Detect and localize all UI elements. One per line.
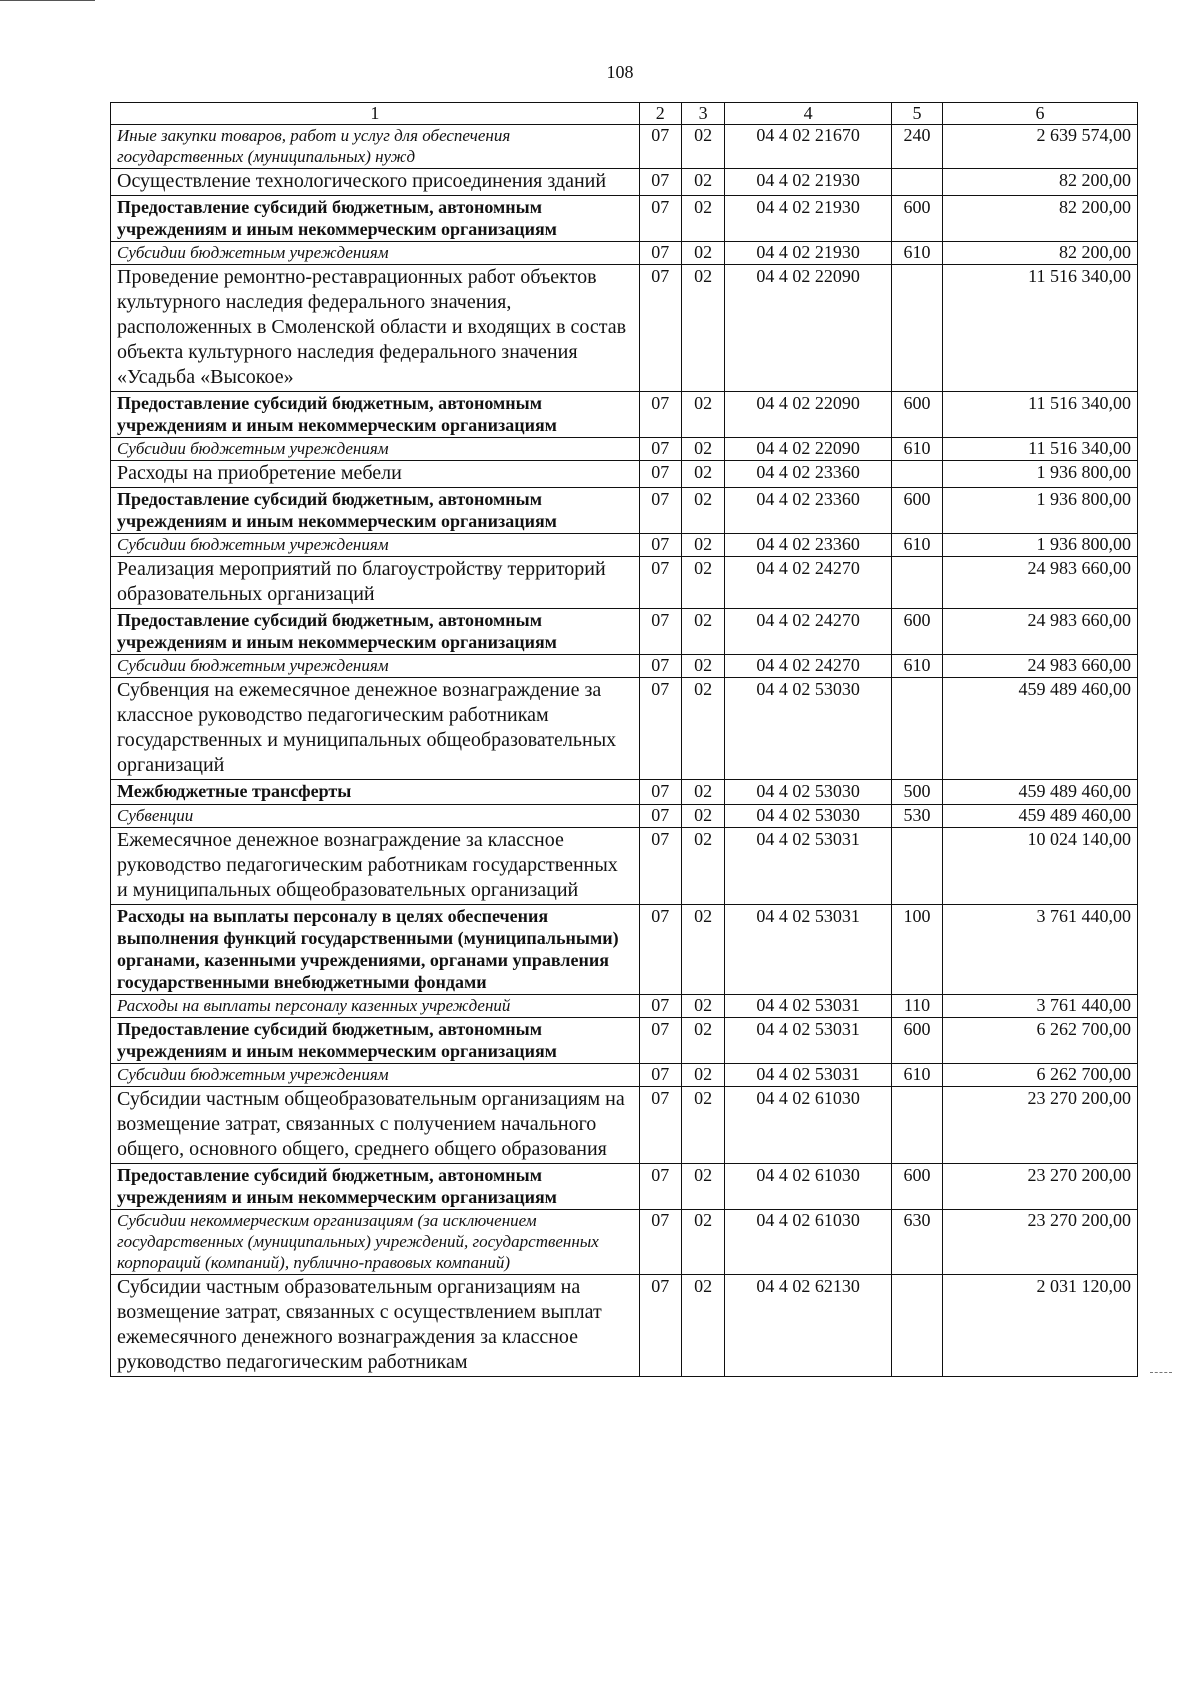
row-target-code: 04 4 02 61030	[725, 1210, 892, 1275]
row-target-code: 04 4 02 53030	[725, 805, 892, 828]
row-section: 07	[639, 438, 681, 461]
row-expense-type: 610	[892, 438, 943, 461]
row-amount: 82 200,00	[942, 242, 1137, 265]
scan-margin-mark	[1150, 1372, 1172, 1373]
scan-edge-mark	[0, 0, 95, 1]
row-amount: 6 262 700,00	[942, 1018, 1137, 1064]
row-amount: 459 489 460,00	[942, 678, 1137, 780]
row-subsection: 02	[681, 1275, 724, 1377]
row-amount: 82 200,00	[942, 196, 1137, 242]
row-subsection: 02	[681, 995, 724, 1018]
page-number: 108	[606, 62, 634, 82]
row-target-code: 04 4 02 24270	[725, 557, 892, 609]
row-name: Осуществление технологического присоединения зданий	[111, 169, 640, 196]
table-row	[111, 488, 1138, 534]
row-section: 07	[639, 805, 681, 828]
row-section: 07	[639, 196, 681, 242]
row-amount: 3 761 440,00	[942, 995, 1137, 1018]
row-expense-type: 610	[892, 1064, 943, 1087]
table-row	[111, 1164, 1138, 1210]
header-col-4: 4	[725, 103, 892, 125]
row-subsection: 02	[681, 780, 724, 805]
table-row	[111, 557, 1138, 609]
row-target-code: 04 4 02 21930	[725, 196, 892, 242]
row-amount: 1 936 800,00	[942, 488, 1137, 534]
row-expense-type: 600	[892, 609, 943, 655]
row-amount: 3 761 440,00	[942, 905, 1137, 995]
row-target-code: 04 4 02 53031	[725, 1064, 892, 1087]
row-section: 07	[639, 905, 681, 995]
row-section: 07	[639, 678, 681, 780]
row-amount: 459 489 460,00	[942, 780, 1137, 805]
row-name: Реализация мероприятий по благоустройству территорий образовательных организаций	[111, 557, 640, 609]
row-expense-type	[892, 557, 943, 609]
row-section: 07	[639, 265, 681, 392]
row-subsection: 02	[681, 1210, 724, 1275]
row-section: 07	[639, 609, 681, 655]
row-name: Иные закупки товаров, работ и услуг для обеспечения государственных (муниципальных) нужд	[111, 125, 640, 169]
row-target-code: 04 4 02 62130	[725, 1275, 892, 1377]
row-amount: 1 936 800,00	[942, 534, 1137, 557]
row-expense-type: 600	[892, 1164, 943, 1210]
row-name: Субсидии бюджетным учреждениям	[111, 242, 640, 265]
row-amount: 23 270 200,00	[942, 1210, 1137, 1275]
row-section: 07	[639, 125, 681, 169]
row-target-code: 04 4 02 61030	[725, 1087, 892, 1164]
row-subsection: 02	[681, 169, 724, 196]
row-target-code: 04 4 02 22090	[725, 438, 892, 461]
row-name: Субсидии бюджетным учреждениям	[111, 438, 640, 461]
table-row	[111, 609, 1138, 655]
row-target-code: 04 4 02 23360	[725, 488, 892, 534]
row-subsection: 02	[681, 1018, 724, 1064]
table-header-row	[111, 103, 1138, 125]
row-target-code: 04 4 02 24270	[725, 655, 892, 678]
row-subsection: 02	[681, 678, 724, 780]
row-target-code: 04 4 02 53031	[725, 905, 892, 995]
row-expense-type	[892, 1087, 943, 1164]
row-section: 07	[639, 1064, 681, 1087]
row-expense-type	[892, 828, 943, 905]
table-row	[111, 196, 1138, 242]
row-target-code: 04 4 02 53031	[725, 828, 892, 905]
row-subsection: 02	[681, 609, 724, 655]
row-subsection: 02	[681, 461, 724, 488]
row-section: 07	[639, 1164, 681, 1210]
header-col-5: 5	[892, 103, 943, 125]
row-target-code: 04 4 02 53030	[725, 678, 892, 780]
row-subsection: 02	[681, 905, 724, 995]
table-row	[111, 995, 1138, 1018]
row-target-code: 04 4 02 53030	[725, 780, 892, 805]
row-name: Предоставление субсидий бюджетным, автономным учреждениям и иным некоммерческим организациям	[111, 392, 640, 438]
row-expense-type: 600	[892, 488, 943, 534]
row-subsection: 02	[681, 557, 724, 609]
row-name: Расходы на выплаты персоналу казенных учреждений	[111, 995, 640, 1018]
row-amount: 11 516 340,00	[942, 392, 1137, 438]
row-target-code: 04 4 02 21670	[725, 125, 892, 169]
row-name: Субсидии некоммерческим организациям (за исключением государственных (муниципальных) учреждений, государственных корпораций (компаний), публично-правовых компаний)	[111, 1210, 640, 1275]
row-subsection: 02	[681, 438, 724, 461]
table-row	[111, 438, 1138, 461]
row-expense-type	[892, 169, 943, 196]
row-amount: 1 936 800,00	[942, 461, 1137, 488]
header-col-6: 6	[942, 103, 1137, 125]
table-row	[111, 392, 1138, 438]
row-expense-type	[892, 461, 943, 488]
row-amount: 24 983 660,00	[942, 557, 1137, 609]
row-name: Расходы на выплаты персоналу в целях обеспечения выполнения функций государственными (муниципальными) органами, казенными учреждениями, органами управления государственными внебюджетными фондами	[111, 905, 640, 995]
row-name: Предоставление субсидий бюджетным, автономным учреждениям и иным некоммерческим организациям	[111, 1164, 640, 1210]
row-expense-type: 100	[892, 905, 943, 995]
row-expense-type: 600	[892, 196, 943, 242]
table-row	[111, 125, 1138, 169]
row-target-code: 04 4 02 23360	[725, 461, 892, 488]
row-target-code: 04 4 02 22090	[725, 392, 892, 438]
row-expense-type: 500	[892, 780, 943, 805]
row-target-code: 04 4 02 53031	[725, 995, 892, 1018]
row-name: Расходы на приобретение мебели	[111, 461, 640, 488]
row-amount: 10 024 140,00	[942, 828, 1137, 905]
row-subsection: 02	[681, 1087, 724, 1164]
row-name: Субсидии частным образовательным организациям на возмещение затрат, связанных с осуществлением выплат ежемесячного денежного вознаграждения за классное руководство педагогическим работникам	[111, 1275, 640, 1377]
table-row	[111, 169, 1138, 196]
row-target-code: 04 4 02 22090	[725, 265, 892, 392]
row-subsection: 02	[681, 242, 724, 265]
row-section: 07	[639, 1018, 681, 1064]
table-row	[111, 780, 1138, 805]
table-row	[111, 828, 1138, 905]
row-subsection: 02	[681, 488, 724, 534]
row-amount: 23 270 200,00	[942, 1087, 1137, 1164]
table-row	[111, 1087, 1138, 1164]
row-section: 07	[639, 828, 681, 905]
row-subsection: 02	[681, 392, 724, 438]
row-subsection: 02	[681, 655, 724, 678]
row-expense-type: 610	[892, 242, 943, 265]
header-col-3: 3	[681, 103, 724, 125]
row-name: Проведение ремонтно-реставрационных работ объектов культурного наследия федерального значения, расположенных в Смоленской области и входящих в состав объекта культурного наследия федерального значения «Усадьба «Высокое»	[111, 265, 640, 392]
row-name: Предоставление субсидий бюджетным, автономным учреждениям и иным некоммерческим организациям	[111, 1018, 640, 1064]
row-name: Предоставление субсидий бюджетным, автономным учреждениям и иным некоммерческим организациям	[111, 609, 640, 655]
row-expense-type: 610	[892, 534, 943, 557]
row-name: Субсидии бюджетным учреждениям	[111, 1064, 640, 1087]
row-target-code: 04 4 02 23360	[725, 534, 892, 557]
row-name: Предоставление субсидий бюджетным, автономным учреждениям и иным некоммерческим организациям	[111, 488, 640, 534]
row-subsection: 02	[681, 828, 724, 905]
row-expense-type	[892, 265, 943, 392]
table-row	[111, 905, 1138, 995]
row-subsection: 02	[681, 805, 724, 828]
row-name: Субсидии бюджетным учреждениям	[111, 534, 640, 557]
row-section: 07	[639, 1087, 681, 1164]
table-body	[111, 125, 1138, 1377]
row-expense-type: 610	[892, 655, 943, 678]
row-section: 07	[639, 242, 681, 265]
header-col-2: 2	[639, 103, 681, 125]
table-row	[111, 534, 1138, 557]
row-name: Предоставление субсидий бюджетным, автономным учреждениям и иным некоммерческим организациям	[111, 196, 640, 242]
row-expense-type: 600	[892, 1018, 943, 1064]
row-expense-type	[892, 678, 943, 780]
row-section: 07	[639, 488, 681, 534]
row-section: 07	[639, 995, 681, 1018]
table-row	[111, 655, 1138, 678]
table-row	[111, 1064, 1138, 1087]
row-amount: 23 270 200,00	[942, 1164, 1137, 1210]
table-row	[111, 805, 1138, 828]
table-row	[111, 242, 1138, 265]
row-expense-type: 240	[892, 125, 943, 169]
row-amount: 11 516 340,00	[942, 265, 1137, 392]
budget-table	[110, 102, 1138, 1377]
row-target-code: 04 4 02 24270	[725, 609, 892, 655]
row-section: 07	[639, 169, 681, 196]
table-row	[111, 678, 1138, 780]
row-subsection: 02	[681, 125, 724, 169]
table-row	[111, 461, 1138, 488]
row-amount: 11 516 340,00	[942, 438, 1137, 461]
row-subsection: 02	[681, 1064, 724, 1087]
header-col-1: 1	[111, 103, 640, 125]
row-name: Субвенции	[111, 805, 640, 828]
row-name: Ежемесячное денежное вознаграждение за классное руководство педагогическим работникам государственных и муниципальных общеобразовательных организаций	[111, 828, 640, 905]
row-section: 07	[639, 1210, 681, 1275]
row-name: Межбюджетные трансферты	[111, 780, 640, 805]
row-section: 07	[639, 534, 681, 557]
row-section: 07	[639, 1275, 681, 1377]
row-expense-type: 600	[892, 392, 943, 438]
row-name: Субсидии бюджетным учреждениям	[111, 655, 640, 678]
row-expense-type	[892, 1275, 943, 1377]
row-target-code: 04 4 02 21930	[725, 242, 892, 265]
row-name: Субсидии частным общеобразовательным организациям на возмещение затрат, связанных с получением начального общего, основного общего, среднего общего образования	[111, 1087, 640, 1164]
row-expense-type: 630	[892, 1210, 943, 1275]
table-row	[111, 1018, 1138, 1064]
row-section: 07	[639, 780, 681, 805]
row-section: 07	[639, 655, 681, 678]
row-amount: 24 983 660,00	[942, 609, 1137, 655]
row-target-code: 04 4 02 21930	[725, 169, 892, 196]
table-row	[111, 1275, 1138, 1377]
table-row	[111, 1210, 1138, 1275]
row-amount: 82 200,00	[942, 169, 1137, 196]
row-target-code: 04 4 02 61030	[725, 1164, 892, 1210]
row-section: 07	[639, 392, 681, 438]
row-section: 07	[639, 557, 681, 609]
row-subsection: 02	[681, 534, 724, 557]
table-row	[111, 265, 1138, 392]
row-expense-type: 110	[892, 995, 943, 1018]
row-name: Субвенция на ежемесячное денежное вознаграждение за классное руководство педагогическим работникам государственных и муниципальных общеобразовательных организаций	[111, 678, 640, 780]
row-target-code: 04 4 02 53031	[725, 1018, 892, 1064]
row-section: 07	[639, 461, 681, 488]
row-expense-type: 530	[892, 805, 943, 828]
row-amount: 24 983 660,00	[942, 655, 1137, 678]
row-subsection: 02	[681, 1164, 724, 1210]
row-amount: 459 489 460,00	[942, 805, 1137, 828]
row-amount: 2 639 574,00	[942, 125, 1137, 169]
row-amount: 6 262 700,00	[942, 1064, 1137, 1087]
row-amount: 2 031 120,00	[942, 1275, 1137, 1377]
row-subsection: 02	[681, 196, 724, 242]
row-subsection: 02	[681, 265, 724, 392]
